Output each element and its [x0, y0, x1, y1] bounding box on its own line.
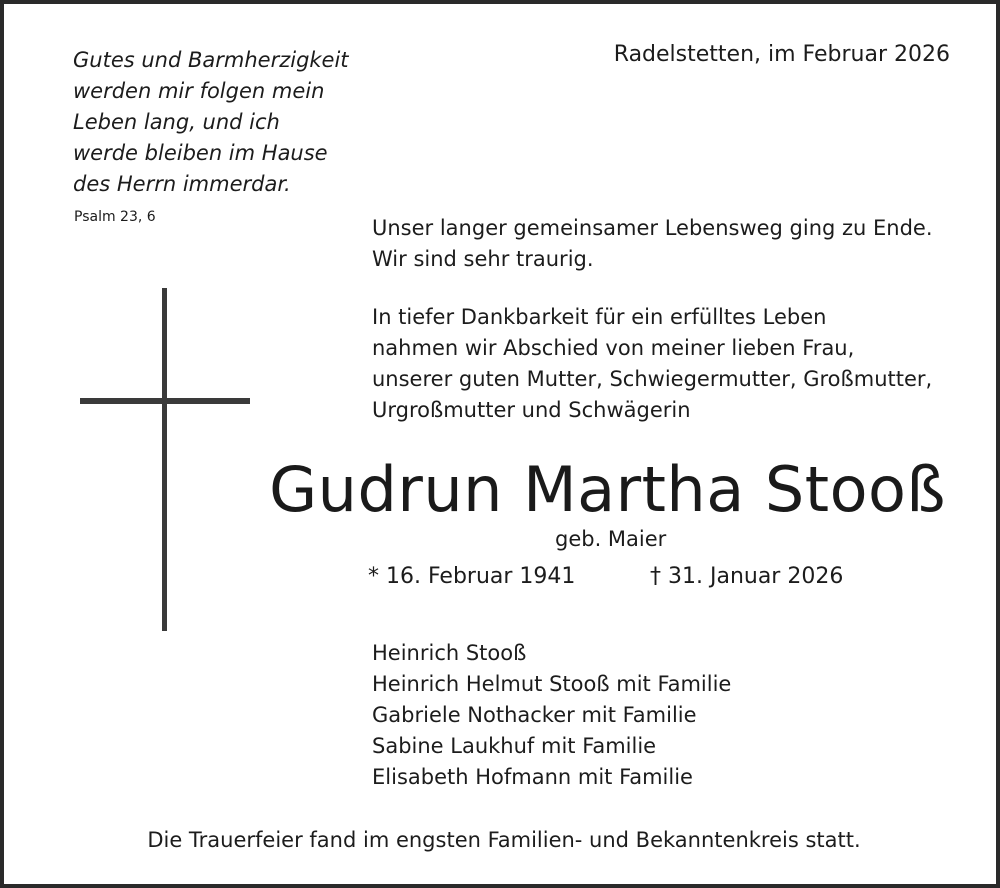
quote-line: Leben lang, und ich	[73, 110, 280, 134]
deceased-name: Gudrun Martha Stooß	[269, 453, 946, 526]
intro-line: nahmen wir Abschied von meiner lieben Frau,	[372, 336, 855, 360]
intro-line: In tiefer Dankbarkeit für ein erfülltes Leben	[372, 305, 827, 329]
intro-line: unserer guten Mutter, Schwiegermutter, Großmutter,	[372, 367, 933, 391]
maiden-name: geb. Maier	[555, 527, 667, 551]
bible-quote	[73, 45, 349, 200]
quote-line: des Herrn immerdar.	[73, 172, 291, 196]
place-date: Radelstetten, im Februar 2026	[613, 42, 950, 67]
family-list	[372, 638, 731, 793]
family-member: Elisabeth Hofmann mit Familie	[372, 765, 693, 789]
intro-line: Wir sind sehr traurig.	[372, 247, 594, 271]
intro-paragraph-2	[372, 302, 932, 426]
funeral-note: Die Trauerfeier fand im engsten Familien- und Bekanntenkreis statt.	[147, 828, 861, 852]
quote-line: werden mir folgen mein	[73, 79, 325, 103]
cross-horizontal-bar	[80, 398, 250, 404]
family-member: Gabriele Nothacker mit Familie	[372, 703, 697, 727]
quote-source: Psalm 23, 6	[74, 209, 156, 225]
birth-date: * 16. Februar 1941	[368, 564, 576, 589]
quote-line: werde bleiben im Hause	[73, 141, 328, 165]
quote-line: Gutes und Barmherzigkeit	[73, 48, 349, 72]
family-member: Sabine Laukhuf mit Familie	[372, 734, 657, 758]
death-date: † 31. Januar 2026	[650, 564, 844, 589]
family-member: Heinrich Helmut Stooß mit Familie	[372, 672, 732, 696]
intro-line: Unser langer gemeinsamer Lebensweg ging zu Ende.	[372, 216, 933, 240]
family-member: Heinrich Stooß	[372, 641, 527, 665]
cross-vertical-bar	[162, 288, 167, 631]
intro-line: Urgroßmutter und Schwägerin	[372, 398, 691, 422]
intro-paragraph-1	[372, 213, 933, 275]
